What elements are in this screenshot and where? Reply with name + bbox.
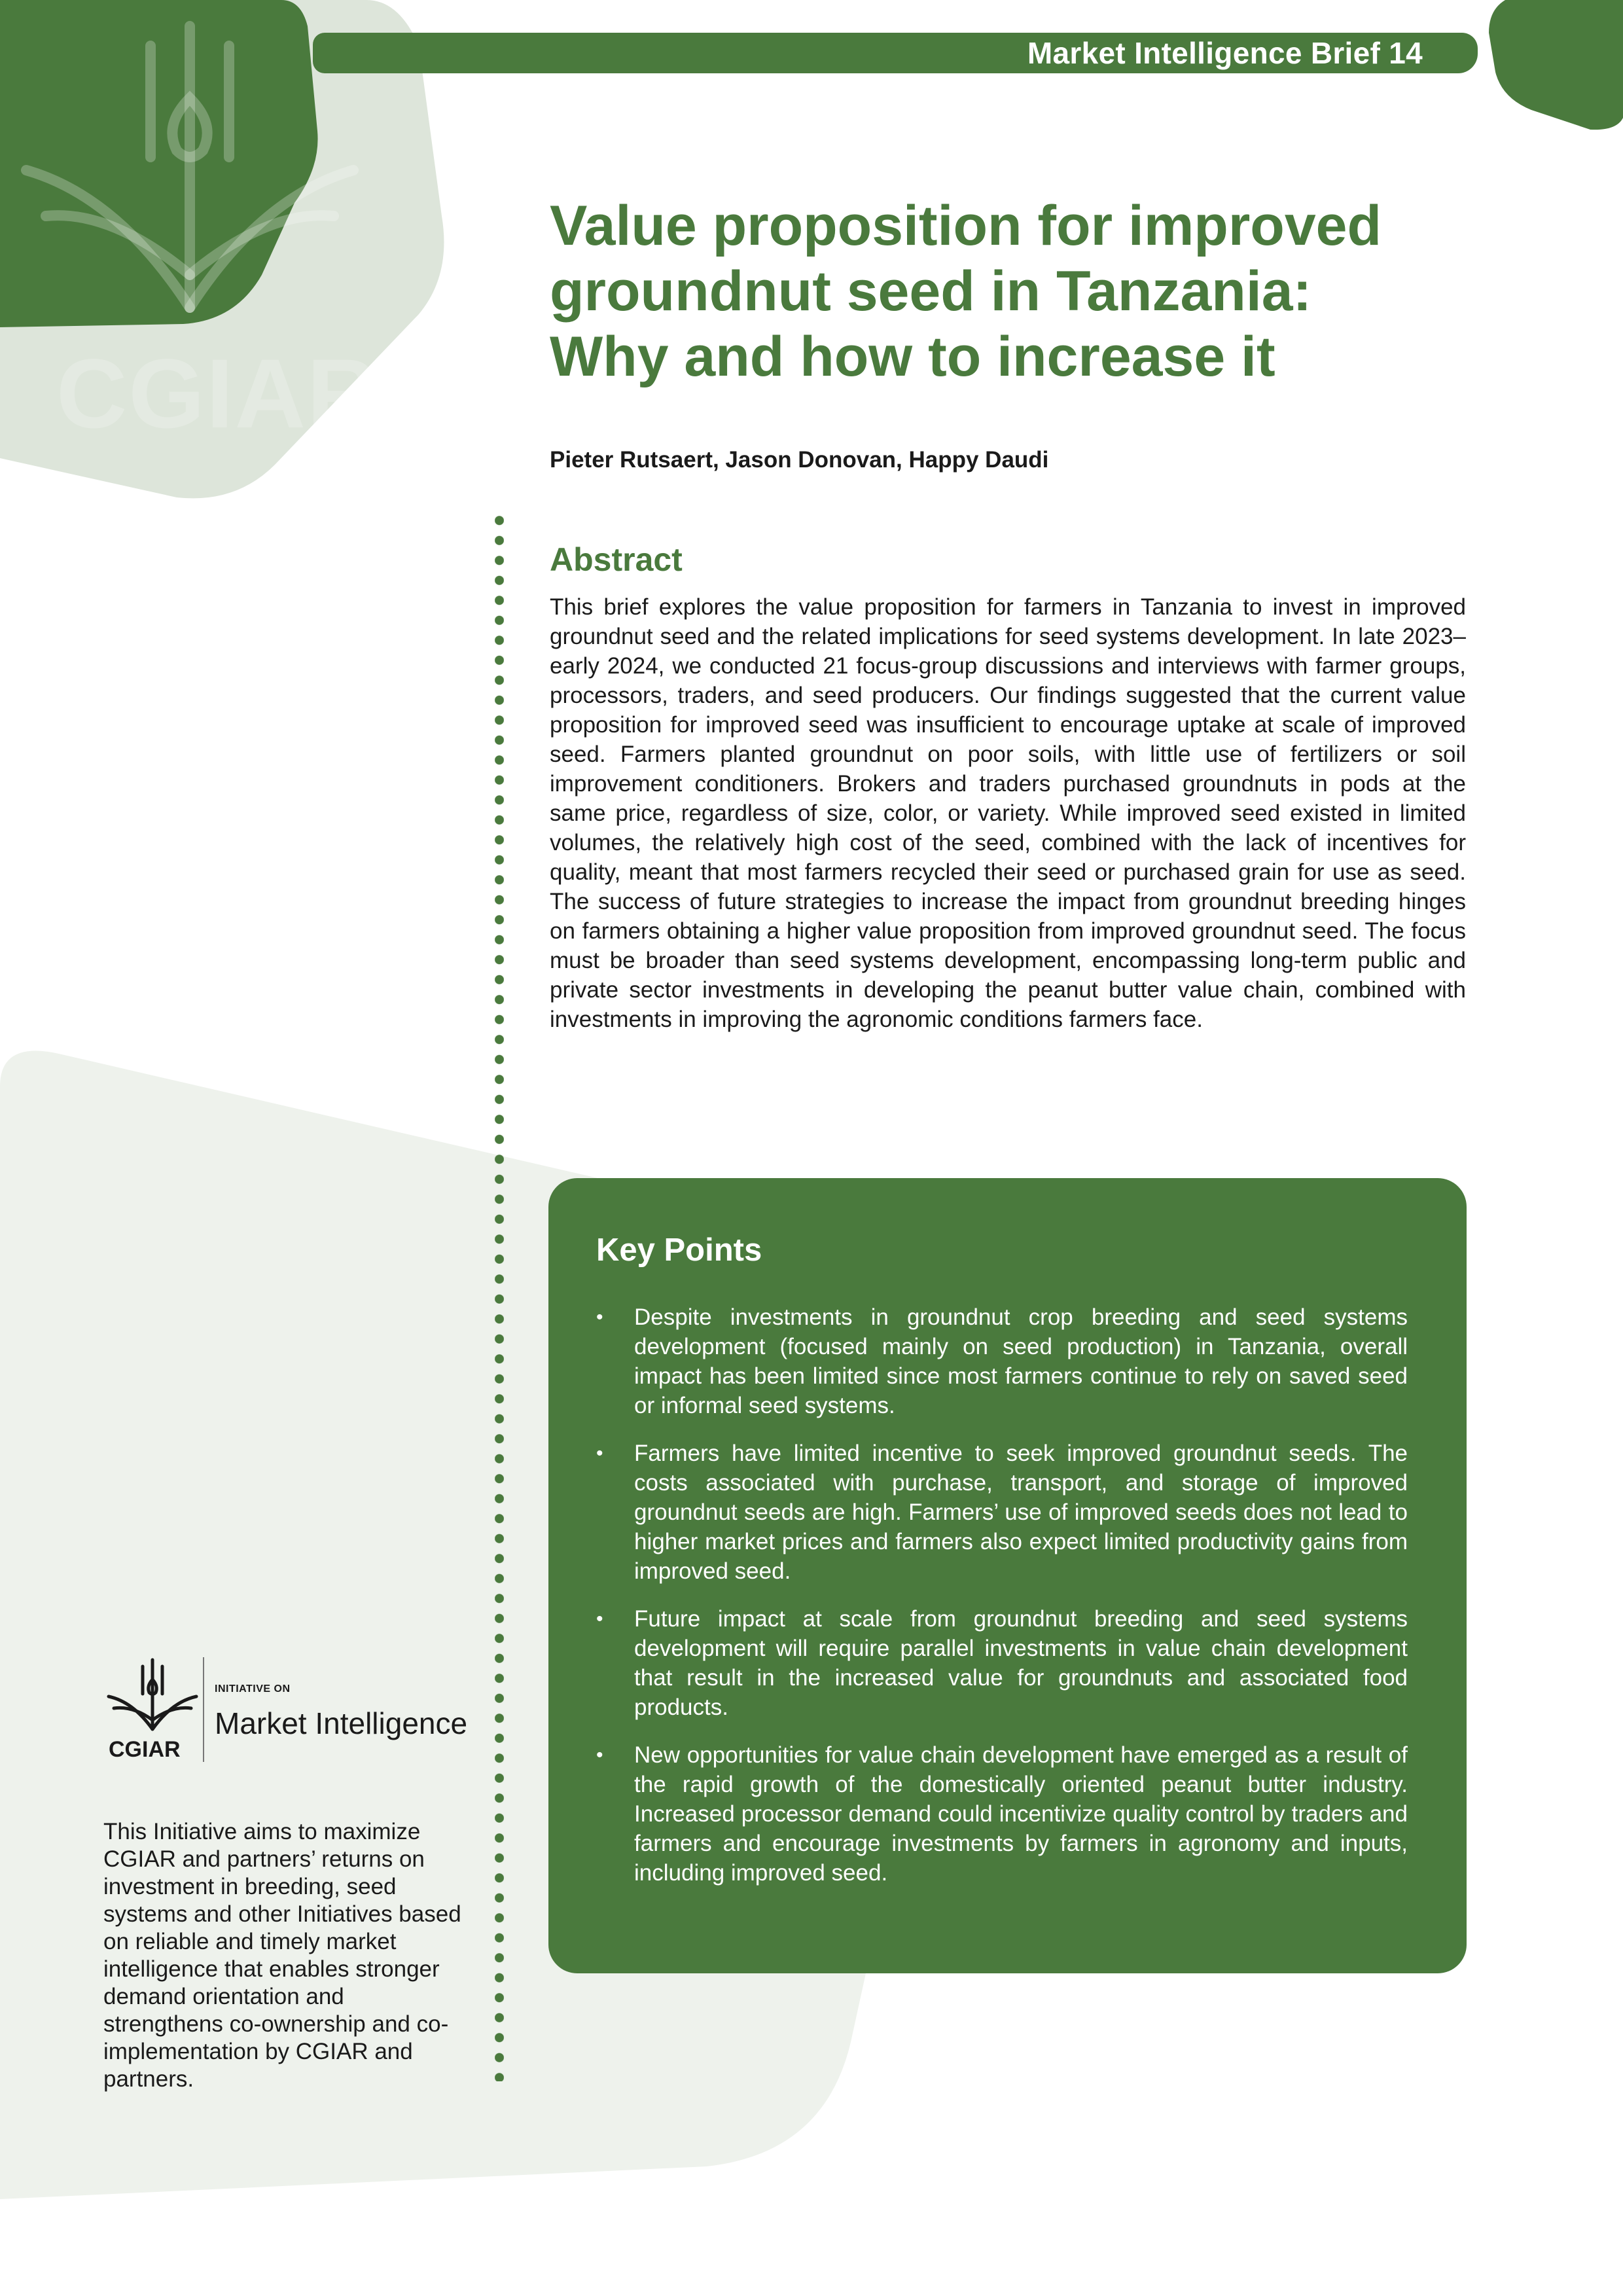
key-point-item [596, 1439, 1408, 1586]
header-bar [313, 33, 1478, 73]
key-point-text: Farmers have limited incentive to seek improved groundnut seeds. The costs associated with purchase, transport, and storage of improved groundnut seeds are high. Farmers’ use of improved seeds does not lead to higher market prices and farmers also expect limited productivity gains from improved seed. [634, 1441, 1408, 1584]
title-line: Why and how to increase it [550, 325, 1275, 388]
title-line: Value proposition for improved [550, 194, 1382, 257]
logo-name: Market Intelligence [215, 1706, 468, 1740]
page-title [550, 193, 1479, 389]
bullet-icon: • [596, 1608, 603, 1630]
bg-corner-shape [1489, 0, 1623, 130]
logo-small-label: INITIATIVE ON [215, 1683, 291, 1695]
title-line: groundnut seed in Tanzania: [550, 260, 1312, 323]
key-points-box [548, 1178, 1467, 1973]
abstract-heading: Abstract [550, 541, 683, 578]
key-point-text: Future impact at scale from groundnut breeding and seed systems development will require parallel investments in value chain development that result in the increased value for groundnuts and associated food products. [634, 1606, 1408, 1720]
key-points-heading: Key Points [596, 1232, 762, 1268]
bullet-icon: • [596, 1744, 603, 1766]
key-point-item [596, 1604, 1408, 1722]
dotted-divider [495, 511, 504, 2081]
bullet-icon: • [596, 1443, 603, 1464]
logo-org: CGIAR [109, 1737, 181, 1762]
bullet-icon: • [596, 1306, 603, 1328]
key-points-list [596, 1302, 1408, 1906]
key-point-item [596, 1740, 1408, 1888]
logo-divider [203, 1657, 204, 1762]
authors: Pieter Rutsaert, Jason Donovan, Happy Daudi [550, 447, 1049, 473]
abstract-body: This brief explores the value proposition for farmers in Tanzania to invest in improved groundnut seed and the related implications for seed systems development. In late 2023–early 2024, we conducted 21 focus-group discussions and interviews with farmer groups, processors, traders, and seed producers. Our findings suggested that the current value proposition for improved seed was insufficient to encourage uptake at scale of improved seed. Farmers planted groundnut on poor soils, with little use of fertilizers or soil improvement conditioners. Brokers and traders purchased groundnuts in pods at the same price, regardless of size, color, or variety. While improved seed existed in limited volumes, the relatively high cost of the seed, combined with the lack of incentives for quality, meant that most farmers recycled their seed or purchased grain for use as seed. The success of future strategies to increase the impact from groundnut breeding hinges on farmers obtaining a higher value proposition from improved groundnut seed. The focus must be broader than seed systems development, encompassing long-term public and private sector investments in developing the peanut butter value chain, combined with investments in improving the agronomic conditions farmers face. [550, 594, 1466, 1032]
cgiar-watermark: CGIAR [56, 338, 380, 448]
key-point-text: New opportunities for value chain development have emerged as a result of the rapid growth of the domestically oriented peanut butter industry. Increased processor demand could incentivize quality control by traders and farmers and encourage investments by farmers in agronomy and inputs, including improved seed. [634, 1742, 1408, 1886]
key-point-item [596, 1302, 1408, 1420]
cgiar-logo-icon [103, 1656, 202, 1734]
series-label: Market Intelligence Brief 14 [1027, 36, 1423, 70]
key-point-text: Despite investments in groundnut crop breeding and seed systems development (focused mainly on seed production) in Tanzania, overall impact has been limited since most farmers continue to rely on saved seed or informal seed systems. [634, 1304, 1408, 1418]
initiative-logo [103, 1656, 470, 1767]
initiative-description: This Initiative aims to maximize CGIAR and partners’ returns on investment in breeding, seed systems and other Initiatives based on reliable and timely market intelligence that enables stronger demand orientation and strengthens co-ownership and co-implementation by CGIAR and partners. [103, 1819, 461, 2092]
